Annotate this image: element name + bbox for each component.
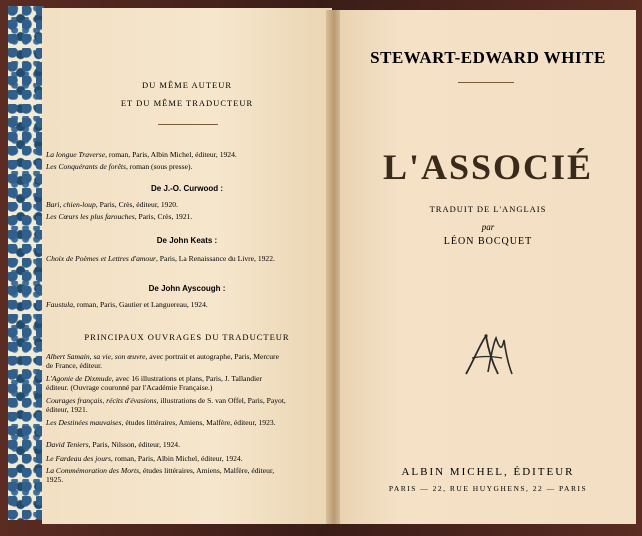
author-name: STEWART-EDWARD WHITE [370,48,606,67]
work-details: , roman, Paris, Gautier et Languereau, 1924. [73,300,208,309]
ayscough-heading: De John Ayscough : [148,284,226,293]
work-details: , études littéraires, Amiens, Malfère, éditeur, 1925. [46,466,275,484]
translator-work-3 [46,396,286,414]
work-title: Les Cœurs les plus farouches [46,212,135,221]
left-heading-2: ET DU MÊME TRADUCTEUR [120,98,254,108]
work-title: La longue Traverse [46,150,106,159]
translator-work-4 [46,418,286,427]
translator-work-7 [46,466,286,484]
par-label: par [481,222,495,232]
work-details: , roman, Paris, Albin Michel, éditeur, 1924. [110,454,243,463]
left-heading-1: DU MÊME AUTEUR [141,80,233,90]
work-details: , roman (sous presse). [125,162,193,171]
book-title: L'ASSOCIÉ [382,147,594,187]
keats-heading: De John Keats : [156,236,218,245]
translator-work-5 [46,440,286,449]
translated-from: TRADUIT DE L'ANGLAIS [429,204,547,214]
keats-work-1 [46,254,286,263]
publisher-monogram [340,330,636,385]
work-details: , Paris, Crès, 1921. [134,212,193,221]
work-title: Faustula [46,300,74,309]
work-title: Choix de Poèmes et Lettres d'amour [46,254,156,263]
work-title: L'Agonie de Dixmude [46,374,112,383]
translator-name: LÉON BOCQUET [443,236,533,247]
work-title: Les Conquérants de forêts [46,162,126,171]
curwood-work-2 [46,212,286,221]
work-title: Le Fardeau des jours [46,454,111,463]
author-work-2 [46,162,286,171]
translator-works-heading: PRINCIPAUX OUVRAGES DU TRADUCTEUR [84,332,290,342]
work-details: , avec portrait et autographe, Paris, Mercure de France, éditeur. [46,352,279,370]
work-details: , Paris, La Renaissance du Livre, 1922. [155,254,275,263]
ayscough-work-1 [46,300,286,309]
work-title: La Commémoration des Morts [46,466,140,475]
translator-work-1 [46,352,286,370]
work-details: , études littéraires, Amiens, Malfère, éditeur, 1923. [121,418,276,427]
work-details: , Paris, Crès, éditeur, 1920. [95,200,178,209]
author-work-1 [46,150,286,159]
translator-work-2 [46,374,286,392]
left-rule [158,124,218,125]
work-details: , illustrations de S. van Offel, Paris, Payot, éditeur, 1921. [46,396,286,414]
monogram-icon [458,330,518,380]
curwood-work-1 [46,200,286,209]
work-details: , avec 16 illustrations et plans, Paris, J. Tallandier éditeur. (Ouvrage couronné par l'Académie Française.) [46,374,263,392]
author-rule [458,82,514,83]
marbled-endpaper [8,6,44,520]
curwood-heading: De J.-O. Curwood : [151,184,223,193]
translator-work-6 [46,454,286,463]
work-details: , Paris, Nilsson, éditeur, 1924. [88,440,180,449]
work-title: David Teniers [46,440,89,449]
work-title: Les Destinées mauvaises [46,418,122,427]
work-title: Albert Samain, sa vie, son œuvre [46,352,146,361]
work-details: , roman, Paris, Albin Michel, éditeur, 1924. [105,150,237,159]
work-title: Bari, chien-loup [46,200,96,209]
publisher-name: ALBIN MICHEL, ÉDITEUR [401,466,575,478]
publisher-address: PARIS — 22, RUE HUYGHENS, 22 — PARIS [388,484,588,493]
title-page [340,10,636,524]
work-title: Courages français, récits d'évasions [46,396,157,405]
